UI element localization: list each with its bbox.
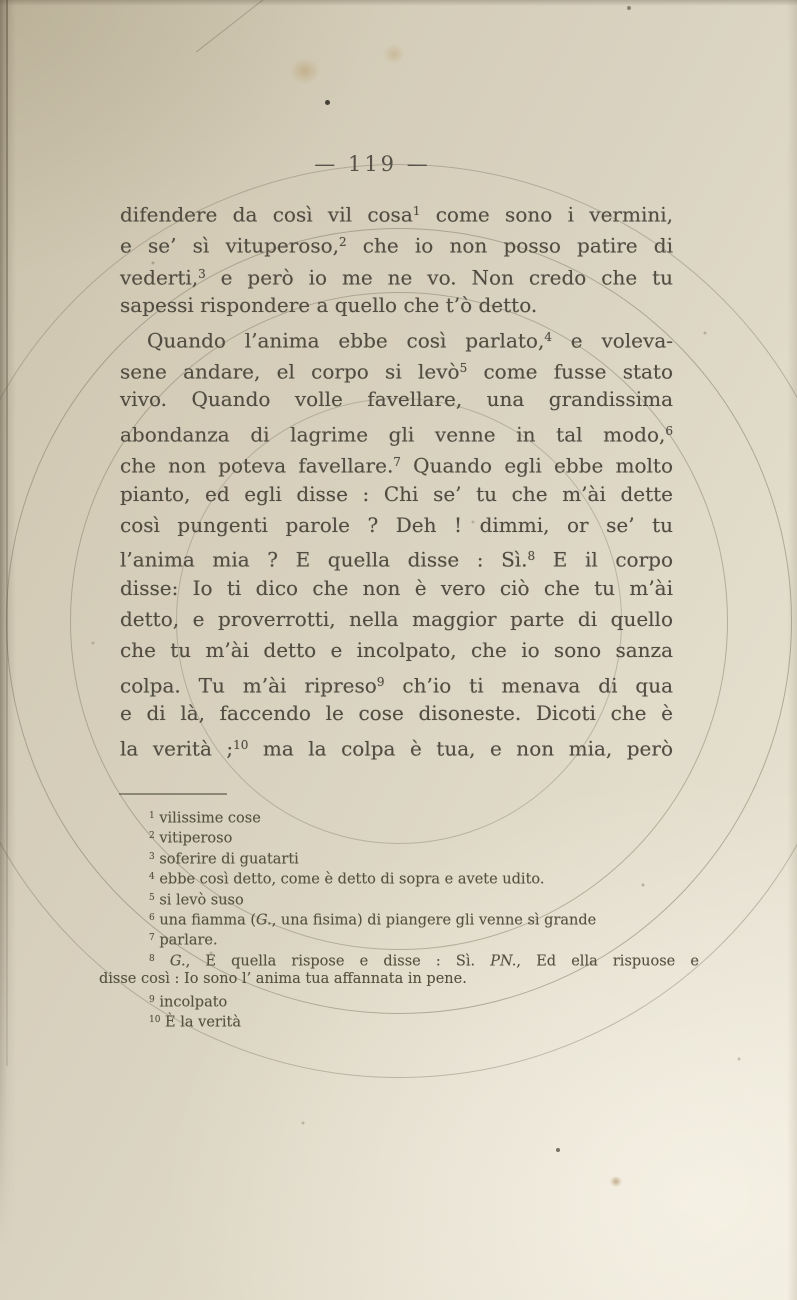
text-run: Quando l’anima ebbe così parlato, <box>147 328 545 353</box>
footnote-ref: 9 <box>376 674 385 689</box>
text-run: e di là, faccendo le cose disoneste. Dicoti che è <box>120 701 673 726</box>
footnote-ref: 9 <box>149 994 155 1005</box>
page-edge-shadow-right <box>787 0 797 1300</box>
text-run: difendere da così vil cosa <box>120 202 413 227</box>
text-run: e voleva- <box>551 328 673 353</box>
footnote-line <box>99 1010 699 1030</box>
body-line <box>120 667 673 698</box>
text-run: si levò suso <box>154 892 244 909</box>
footnote-line <box>99 908 699 928</box>
text-run: sene andare, el corpo si levò <box>120 359 460 384</box>
page-crease <box>6 0 8 1066</box>
text-run: , una fisima) di piangere gli venne sì grande <box>271 912 597 929</box>
footnote-ref: 10 <box>149 1014 161 1025</box>
text-run: ma la colpa è tua, e non mia, però <box>248 736 673 761</box>
footnote-line <box>99 949 699 969</box>
text-run: una fiamma ( <box>154 912 257 929</box>
text-run: che io non posso patire di <box>346 233 673 258</box>
scratch-mark <box>196 0 272 52</box>
footnote-line <box>99 928 699 948</box>
text-run: parlare. <box>154 932 218 949</box>
body-line <box>120 322 673 353</box>
text-run: disse così : Io sono l’ anima tua affannata in pene. <box>99 971 467 988</box>
body-line <box>120 635 673 666</box>
text-run: PN. <box>490 953 517 970</box>
footnote-ref: 1 <box>412 204 421 218</box>
text-run: È la verità <box>160 1014 241 1031</box>
body-line <box>120 353 673 384</box>
paper-specks <box>0 0 2 2</box>
text-run: e se’ sì vituperoso, <box>120 233 339 258</box>
text-run: vitiperoso <box>154 830 233 847</box>
page-number: — 119 — <box>314 152 431 176</box>
text-run: che tu m’ài detto e incolpato, che io sono sanza <box>120 638 673 663</box>
text-run: E il corpo <box>535 547 673 572</box>
stain <box>610 1176 622 1187</box>
body-line <box>120 259 673 290</box>
body-line <box>120 510 673 541</box>
text-run: detto, e proverrotti, nella maggior parte di quello <box>120 607 673 632</box>
text-run: pianto, ed egli disse : Chi se’ tu che m’ài dette <box>120 481 673 506</box>
page-edge-shadow-top <box>0 0 797 6</box>
footnote-ref: 1 <box>149 811 155 821</box>
footnote-ref: 7 <box>149 933 155 944</box>
text-run: incolpato <box>154 994 228 1011</box>
footnote-line <box>99 826 699 846</box>
body-line <box>120 573 673 604</box>
text-run: la verità ; <box>120 736 234 761</box>
footnote-ref: 10 <box>233 737 249 752</box>
footnote-ref: 5 <box>149 892 155 903</box>
footnote-ref: 8 <box>149 953 155 964</box>
stain <box>383 44 405 64</box>
footnote-line <box>99 888 699 908</box>
text-run: come fusse stato <box>467 359 673 384</box>
body-line <box>120 384 673 415</box>
text-run: sapessi rispondere a quello che t’ò detto. <box>120 293 538 318</box>
body-line <box>120 447 673 478</box>
body-line <box>120 416 673 447</box>
footnote-line <box>99 806 699 826</box>
text-run: così pungenti parole ? Deh ! dimmi, or se’ tu <box>120 512 673 537</box>
text-run: vivo. Quando volle favellare, una grandissima <box>120 387 673 412</box>
footnote-ref: 7 <box>393 455 401 470</box>
body-line <box>120 730 673 761</box>
text-run: , E quella rispose e disse : Sì. <box>185 953 491 970</box>
ink-dot <box>325 100 330 105</box>
page-edge-shadow-left <box>0 0 16 1300</box>
text-run: G. <box>256 912 272 929</box>
footnote-ref: 2 <box>338 235 347 250</box>
text-run: abondanza di lagrime gli venne in tal modo, <box>120 422 666 447</box>
footnote-ref: 2 <box>149 831 155 842</box>
body-line <box>120 227 673 258</box>
text-run: G. <box>169 953 186 970</box>
body-line <box>120 604 673 635</box>
footnote-line <box>99 969 699 989</box>
text-run: l’anima mia ? E quella disse : Sì. <box>120 547 528 572</box>
footnote-ref: 4 <box>544 329 552 344</box>
text-run: che non poteva favellare. <box>120 453 394 478</box>
text-run: vilissime cose <box>154 810 261 827</box>
footnote-line <box>99 990 699 1010</box>
body-line <box>120 479 673 510</box>
footnote-ref: 6 <box>149 912 155 923</box>
text-run: vederti, <box>120 265 199 290</box>
text-run: e però io me ne vo. Non credo che tu <box>205 265 673 290</box>
footnote-ref: 3 <box>149 851 155 862</box>
footnote-ref: 8 <box>527 549 536 564</box>
body-line <box>120 698 673 729</box>
text-run: ebbe così detto, come è detto di sopra e avete udito. <box>154 871 545 888</box>
text-run: disse: Io ti dico che non è vero ciò che tu m’ài <box>120 575 673 600</box>
footnote-ref: 4 <box>149 872 155 883</box>
footnote-ref: 5 <box>459 360 468 375</box>
body-text <box>120 196 673 761</box>
body-line <box>120 196 673 227</box>
text-run: ch’io ti menava di qua <box>384 673 673 698</box>
text-run: , Ed ella rispuose e <box>516 953 700 970</box>
text-run: come sono i vermini, <box>420 202 673 227</box>
footnote-ref: 6 <box>665 423 673 438</box>
footnote-line <box>99 847 699 867</box>
body-line <box>120 541 673 572</box>
footnote-line <box>99 867 699 887</box>
text-run: Quando egli ebbe molto <box>400 453 673 478</box>
text-run: soferire di guatarti <box>154 851 299 868</box>
footnote-separator <box>119 793 227 795</box>
stain <box>290 58 320 84</box>
footnote-ref: 3 <box>198 266 206 281</box>
body-line <box>120 290 673 321</box>
text-run <box>155 953 170 969</box>
footnotes <box>99 806 699 1030</box>
text-run: colpa. Tu m’ài ripreso <box>120 673 377 698</box>
